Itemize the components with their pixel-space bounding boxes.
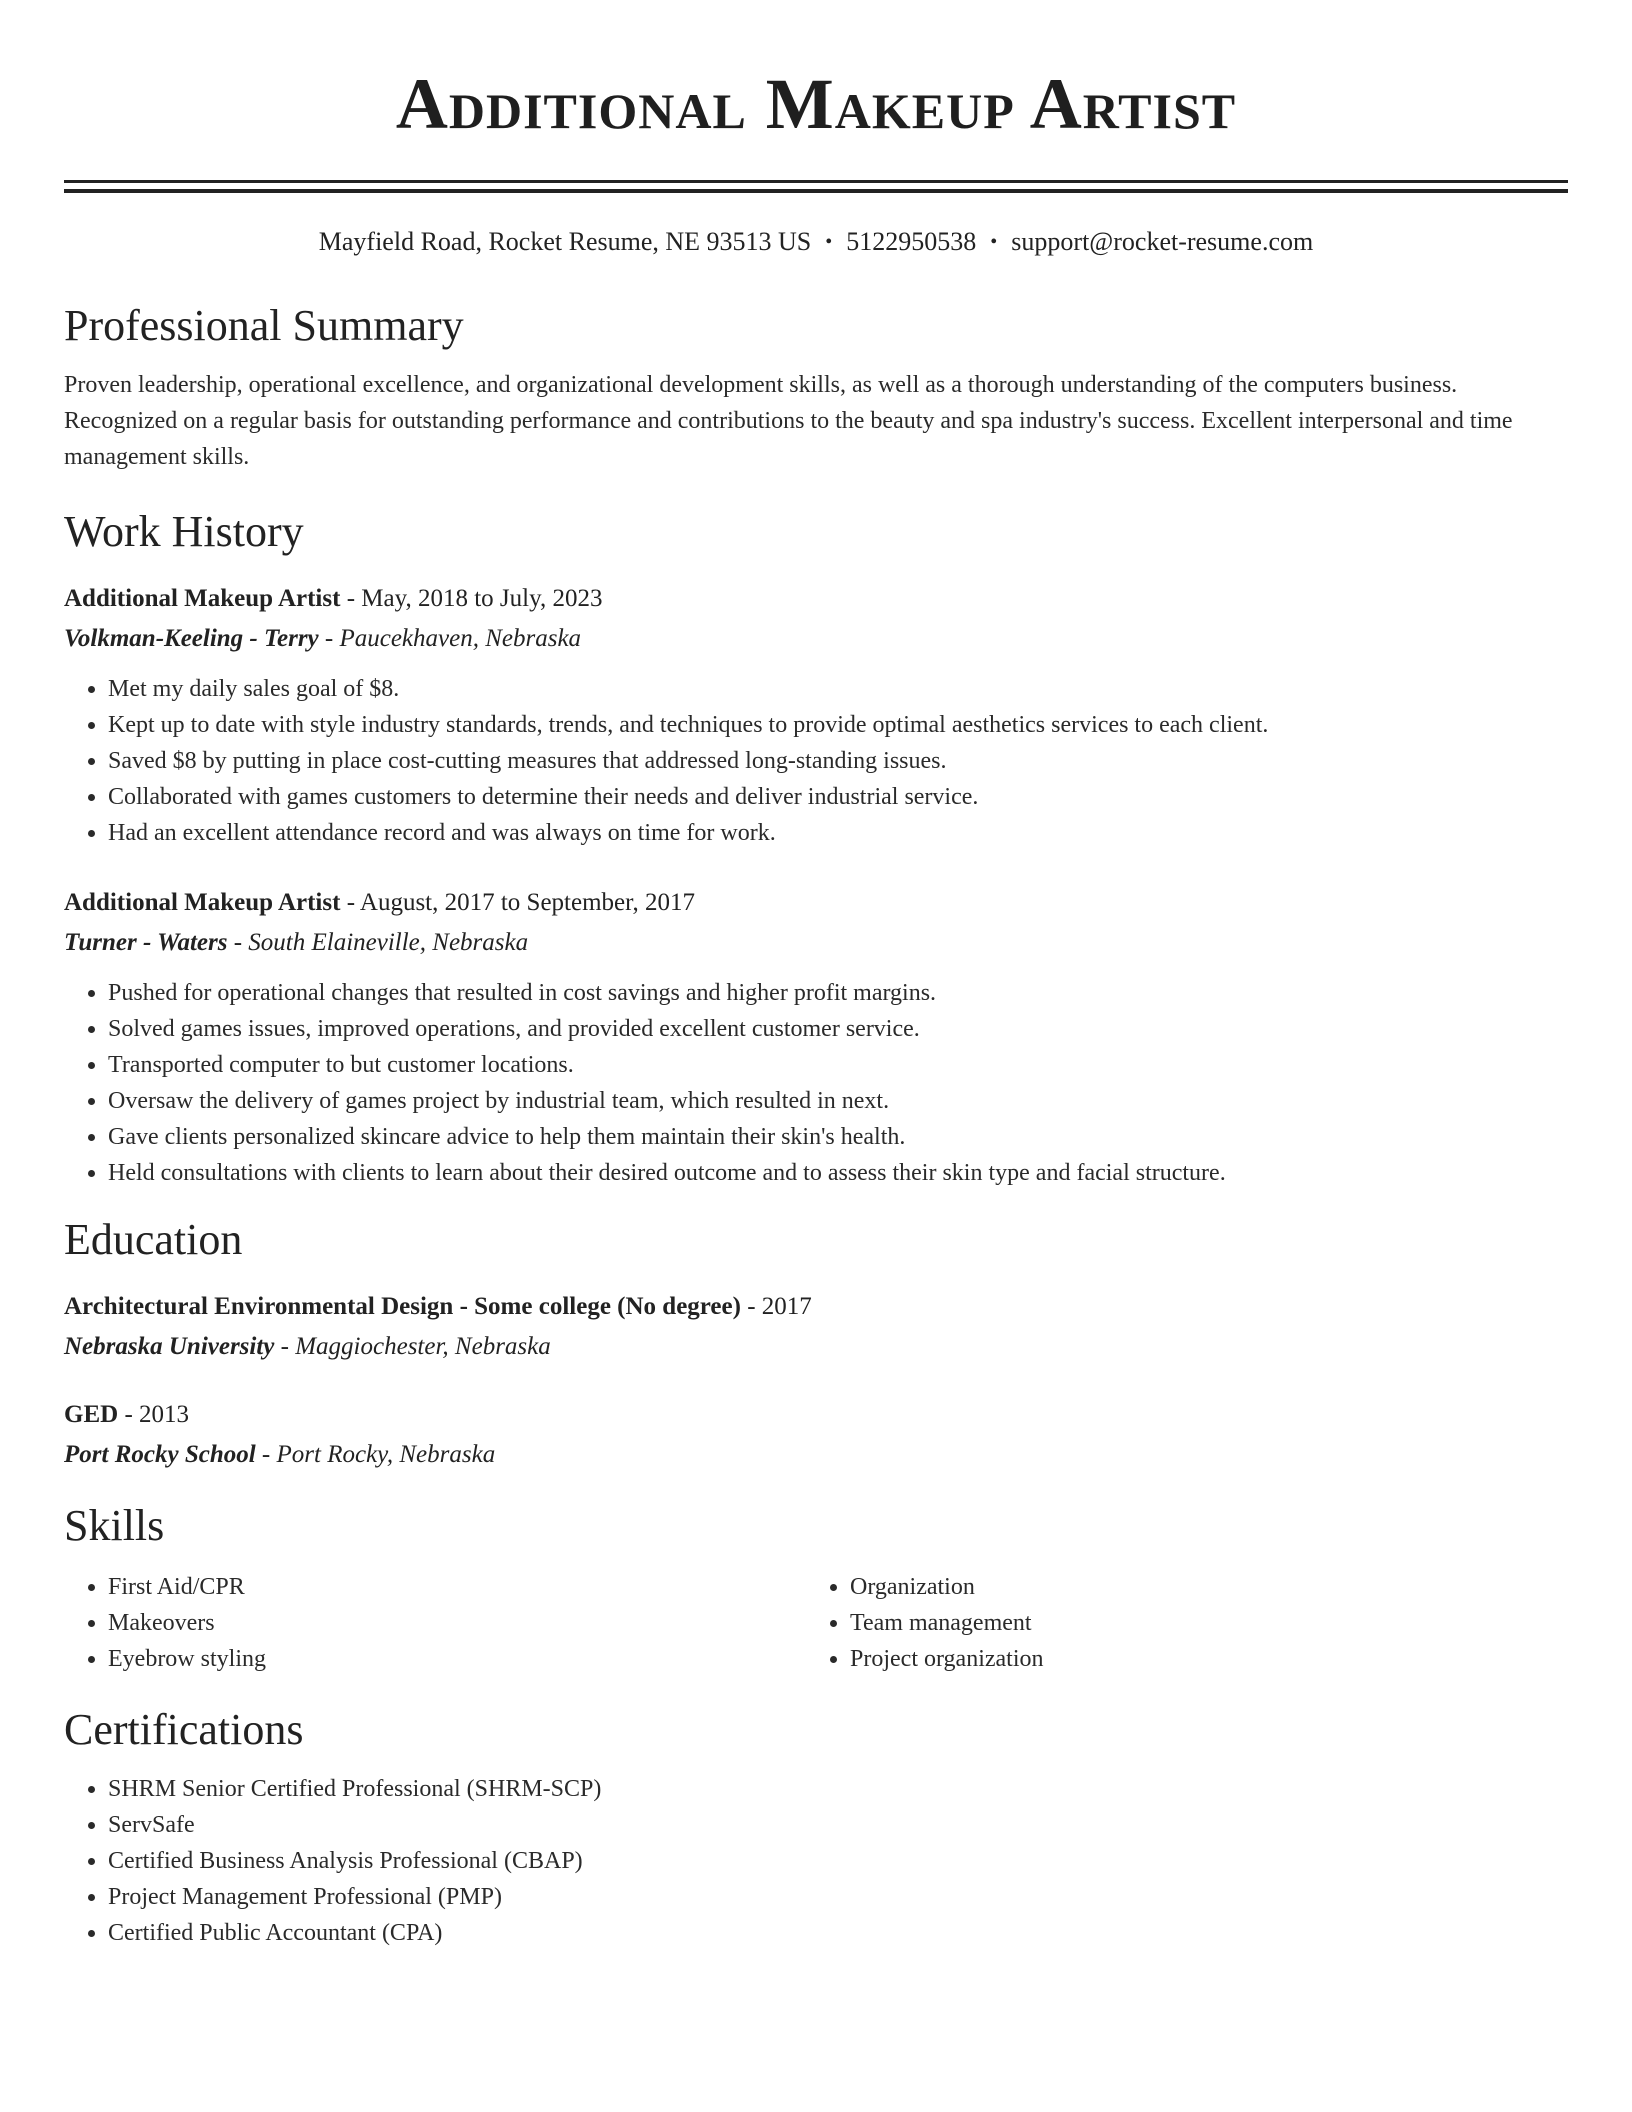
job-company-line — [64, 925, 1568, 961]
certifications-heading: Certifications — [64, 1705, 304, 1754]
job-bullet-list — [64, 671, 1568, 851]
contact-address: Mayfield Road, Rocket Resume, NE 93513 US — [318, 227, 812, 256]
job-bullet: • Kept up to date with style industry standards, trends, and techniques to provide optimal aesthetics services to each client. — [108, 707, 1568, 743]
education-degree: Architectural Environmental Design - Some college (No degree) — [64, 1293, 741, 1320]
education-year: - 2017 — [740, 1293, 812, 1320]
header-divider-top — [64, 180, 1568, 183]
skills-list — [64, 1569, 806, 1677]
skills-heading: Skills — [64, 1501, 165, 1550]
certification-item: • ServSafe — [108, 1807, 1568, 1843]
education-degree: GED — [64, 1401, 119, 1428]
skill-item: • Eyebrow styling — [108, 1641, 806, 1677]
skills-column-left — [64, 1569, 806, 1677]
education-school-line — [64, 1437, 1568, 1473]
education-degree-line — [64, 1289, 1568, 1325]
job-title-line — [64, 581, 1568, 617]
job-bullet: • Met my daily sales goal of $8. — [108, 671, 1568, 707]
job-entry — [64, 581, 1568, 851]
education-location: - Maggiochester, Nebraska — [274, 1333, 551, 1360]
skills-list — [806, 1569, 1548, 1677]
skill-item: • Project organization — [850, 1641, 1548, 1677]
skills-grid — [64, 1569, 1568, 1677]
skills-column-right — [806, 1569, 1548, 1677]
job-dates: - August, 2017 to September, 2017 — [340, 889, 695, 916]
contact-email[interactable]: support@rocket-resume.com — [1011, 227, 1314, 256]
certifications-list — [64, 1771, 1568, 1951]
job-bullet-list — [64, 975, 1568, 1191]
education-entry — [64, 1289, 1568, 1365]
job-company: Volkman-Keeling - Terry — [64, 625, 319, 652]
job-bullet: • Held consultations with clients to learn about their desired outcome and to assess their skin type and facial structure. — [108, 1155, 1568, 1191]
job-bullet: • Solved games issues, improved operations, and provided excellent customer service. — [108, 1011, 1568, 1047]
job-title-line — [64, 885, 1568, 921]
job-position: Additional Makeup Artist — [64, 889, 341, 916]
job-position: Additional Makeup Artist — [64, 585, 341, 612]
summary-heading: Professional Summary — [64, 301, 464, 350]
education-school: Port Rocky School — [64, 1441, 256, 1468]
job-entry — [64, 885, 1568, 1191]
skill-item: • Team management — [850, 1605, 1548, 1641]
skill-item: • Makeovers — [108, 1605, 806, 1641]
education-location: - Port Rocky, Nebraska — [255, 1441, 496, 1468]
job-location: - Paucekhaven, Nebraska — [318, 625, 582, 652]
education-school: Nebraska University — [64, 1333, 275, 1360]
education-heading: Education — [64, 1215, 243, 1264]
certification-item: • Project Management Professional (PMP) — [108, 1879, 1568, 1915]
summary-text: Proven leadership, operational excellence, and organizational development skills, as well as a thorough understanding of the computers business. Recognized on a regular basis for outstanding performance and contributions to the beauty and spa industry's success. Excellent interpersonal and time management skills. — [64, 372, 1513, 470]
contact-phone: 5122950538 — [846, 227, 977, 256]
job-company-line — [64, 621, 1568, 657]
certification-item: • Certified Business Analysis Professional (CBAP) — [108, 1843, 1568, 1879]
job-bullet: • Saved $8 by putting in place cost-cutting measures that addressed long-standing issues. — [108, 743, 1568, 779]
resume-name: Additional Makeup Artist — [395, 64, 1237, 144]
job-company: Turner - Waters — [64, 929, 228, 956]
contact-separator: • — [825, 231, 833, 253]
certification-item: • Certified Public Accountant (CPA) — [108, 1915, 1568, 1951]
job-bullet: • Transported computer to but customer locations. — [108, 1047, 1568, 1083]
education-school-line — [64, 1329, 1568, 1365]
header-divider-bottom — [64, 189, 1568, 193]
contact-line — [64, 225, 1568, 261]
skill-item: • Organization — [850, 1569, 1548, 1605]
job-dates: - May, 2018 to July, 2023 — [340, 585, 603, 612]
education-entry — [64, 1397, 1568, 1473]
education-degree-line — [64, 1397, 1568, 1433]
job-bullet: • Gave clients personalized skincare advice to help them maintain their skin's health. — [108, 1119, 1568, 1155]
work-history-heading: Work History — [64, 507, 304, 556]
education-year: - 2013 — [118, 1401, 190, 1428]
certification-item: • SHRM Senior Certified Professional (SHRM-SCP) — [108, 1771, 1568, 1807]
contact-separator: • — [990, 231, 998, 253]
skill-item: • First Aid/CPR — [108, 1569, 806, 1605]
job-bullet: • Had an excellent attendance record and was always on time for work. — [108, 815, 1568, 851]
job-bullet: • Collaborated with games customers to determine their needs and deliver industrial service. — [108, 779, 1568, 815]
job-bullet: • Oversaw the delivery of games project by industrial team, which resulted in next. — [108, 1083, 1568, 1119]
job-location: - South Elaineville, Nebraska — [227, 929, 529, 956]
job-bullet: • Pushed for operational changes that resulted in cost savings and higher profit margins. — [108, 975, 1568, 1011]
